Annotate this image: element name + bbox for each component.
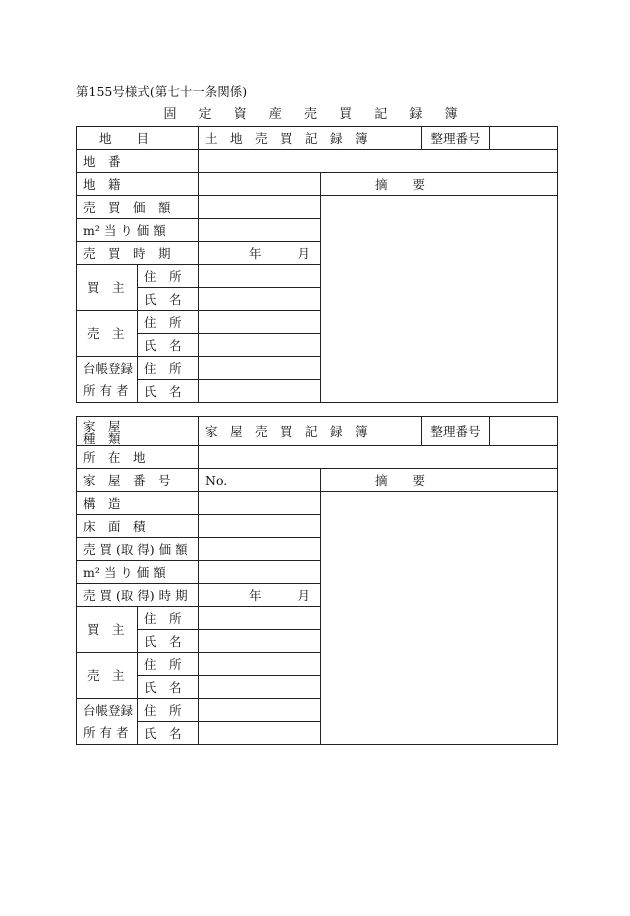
land-chiseki-label: 地 籍 — [77, 173, 199, 196]
land-owner-address-field[interactable] — [199, 357, 321, 380]
land-price-field[interactable] — [199, 196, 321, 219]
land-buyer-name-label: 氏 名 — [138, 288, 199, 311]
house-buyer-name-field[interactable] — [199, 630, 321, 653]
house-period-label: 売 買 (取 得) 時 期 — [77, 584, 199, 607]
land-m2-price-label: m² 当 り 価 額 — [77, 219, 199, 242]
land-seiri-label-cell: 整理番号 — [422, 127, 490, 150]
land-price-label: 売 買 価 額 — [77, 196, 199, 219]
house-m2-price-label: m² 当 り 価 額 — [77, 561, 199, 584]
month-label: 月 — [297, 245, 311, 261]
house-structure-field[interactable] — [199, 492, 321, 515]
land-owner-label-bottom: 所 有 者 — [77, 380, 138, 403]
house-seiri-number-field[interactable] — [490, 417, 558, 446]
land-seller-label: 売 主 — [77, 311, 138, 357]
house-record-caption: 家 屋 売 買 記 録 簿 — [205, 423, 368, 439]
house-price-label: 売 買 (取 得) 価 額 — [77, 538, 199, 561]
land-tekiyo-field[interactable] — [321, 196, 558, 403]
house-buyer-address-label: 住 所 — [138, 607, 199, 630]
year-label: 年 — [248, 587, 262, 603]
land-buyer-address-field[interactable] — [199, 265, 321, 288]
house-price-field[interactable] — [199, 538, 321, 561]
house-floor-area-label: 床 面 積 — [77, 515, 199, 538]
form-number: 第155号様式(第七十一条関係) — [76, 84, 248, 99]
house-tekiyo-header: 摘 要 — [321, 469, 558, 492]
land-owner-name-field[interactable] — [199, 380, 321, 403]
house-number-label: 家 屋 番 号 — [77, 469, 199, 492]
house-tekiyo-field[interactable] — [321, 492, 558, 745]
land-buyer-address-label: 住 所 — [138, 265, 199, 288]
land-tekiyo-header: 摘 要 — [321, 173, 558, 196]
land-record-caption-cell — [199, 127, 422, 150]
land-seller-name-field[interactable] — [199, 334, 321, 357]
house-owner-address-field[interactable] — [199, 699, 321, 722]
land-sale-record-table — [76, 126, 558, 403]
house-owner-name-label: 氏 名 — [138, 722, 199, 745]
house-seiri-label-cell: 整理番号 — [422, 417, 490, 446]
house-buyer-name-label: 氏 名 — [138, 630, 199, 653]
house-buyer-label: 買 主 — [77, 607, 138, 653]
month-label: 月 — [297, 587, 311, 603]
land-seller-name-label: 氏 名 — [138, 334, 199, 357]
land-chiban-field[interactable] — [199, 150, 558, 173]
house-seller-name-label: 氏 名 — [138, 676, 199, 699]
land-seller-address-label: 住 所 — [138, 311, 199, 334]
house-seller-label: 売 主 — [77, 653, 138, 699]
house-owner-address-label: 住 所 — [138, 699, 199, 722]
house-m2-price-field[interactable] — [199, 561, 321, 584]
house-owner-name-field[interactable] — [199, 722, 321, 745]
house-owner-label-top: 台帳登録 — [77, 699, 138, 722]
land-seiri-number-field[interactable] — [490, 127, 558, 150]
house-seller-address-field[interactable] — [199, 653, 321, 676]
house-seller-address-label: 住 所 — [138, 653, 199, 676]
house-sale-record-table — [76, 416, 558, 745]
house-buyer-address-field[interactable] — [199, 607, 321, 630]
land-m2-price-field[interactable] — [199, 219, 321, 242]
land-buyer-label: 買 主 — [77, 265, 138, 311]
land-buyer-name-field[interactable] — [199, 288, 321, 311]
land-owner-label-top: 台帳登録 — [77, 357, 138, 380]
house-location-label: 所 在 地 — [77, 446, 199, 469]
house-location-field[interactable] — [199, 446, 558, 469]
house-floor-area-field[interactable] — [199, 515, 321, 538]
house-structure-label: 構 造 — [77, 492, 199, 515]
page-title: 固 定 資 産 売 買 記 録 簿 — [163, 107, 467, 122]
land-period-label: 売 買 時 期 — [77, 242, 199, 265]
house-owner-label-bottom: 所 有 者 — [77, 722, 138, 745]
house-period-field[interactable] — [199, 584, 321, 607]
land-seller-address-field[interactable] — [199, 311, 321, 334]
land-owner-name-label: 氏 名 — [138, 380, 199, 403]
land-category-label-cell: 地 目 — [77, 127, 199, 150]
land-chiban-label: 地 番 — [77, 150, 199, 173]
land-period-field[interactable] — [199, 242, 321, 265]
land-chiseki-field[interactable] — [199, 173, 321, 196]
house-number-field[interactable] — [199, 469, 321, 492]
house-category-label-cell: 家 屋 種 類 — [77, 417, 199, 446]
year-label: 年 — [248, 245, 262, 261]
land-owner-address-label: 住 所 — [138, 357, 199, 380]
land-record-caption: 土 地 売 買 記 録 簿 — [205, 130, 368, 146]
house-record-caption-cell — [199, 417, 422, 446]
no-prefix: No. — [205, 472, 228, 488]
house-seller-name-field[interactable] — [199, 676, 321, 699]
